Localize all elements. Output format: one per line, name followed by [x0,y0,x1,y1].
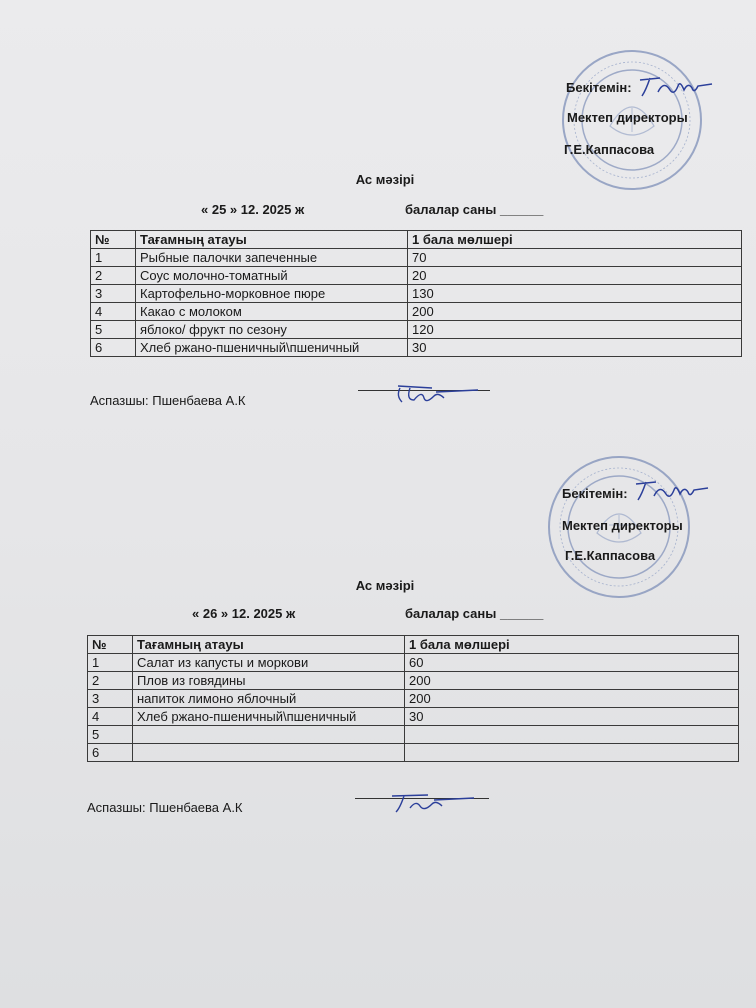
director-signature [636,72,716,102]
table-row [91,267,742,285]
cook-label: Аспазшы: Пшенбаева А.К [87,800,243,815]
dish-name: Хлеб ржано-пшеничный\пшеничный [136,339,408,357]
table-row [88,744,739,762]
row-number: 1 [88,654,133,672]
table-row [88,672,739,690]
portion: 200 [408,303,742,321]
table-row [91,339,742,357]
cook-label: Аспазшы: Пшенбаева А.К [90,393,246,408]
table-row [91,321,742,339]
table-row [88,708,739,726]
row-number: 3 [88,690,133,708]
menu-date: « 26 » 12. 2025 ж [192,606,296,621]
row-number: 4 [88,708,133,726]
approve-label: Бекітемін: [566,80,632,95]
cook-signature [388,790,478,816]
table-row [88,690,739,708]
table-row [91,285,742,303]
children-count: балалар саны ______ [405,202,544,217]
portion: 30 [408,339,742,357]
dish-name: Картофельно-морковное пюре [136,285,408,303]
dish-name [133,726,405,744]
header-portion: 1 бала мөлшері [408,231,742,249]
table-header-row [88,636,739,654]
dish-name: напиток лимоно яблочный [133,690,405,708]
director-name: Г.Е.Каппасова [564,142,655,157]
row-number: 6 [91,339,136,357]
portion: 70 [408,249,742,267]
row-number: 2 [88,672,133,690]
table-row [88,726,739,744]
row-number: 6 [88,744,133,762]
row-number: 4 [91,303,136,321]
dish-name: яблоко/ фрукт по сезону [136,321,408,339]
dish-name: Соус молочно-томатный [136,267,408,285]
cook-signature [392,382,482,408]
header-dish-name: Тағамның атауы [136,231,408,249]
children-count: балалар саны ______ [405,606,544,621]
director-title: Мектеп директоры [567,110,688,125]
dish-name: Какао с молоком [136,303,408,321]
portion: 30 [405,708,739,726]
row-number: 5 [91,321,136,339]
portion: 60 [405,654,739,672]
row-number: 3 [91,285,136,303]
portion: 200 [405,672,739,690]
director-name: Г.Е.Каппасова [565,548,656,563]
row-number: 2 [91,267,136,285]
header-portion: 1 бала мөлшері [405,636,739,654]
menu-table [90,230,742,357]
table-header-row [91,231,742,249]
approve-label: Бекітемін: [562,486,628,501]
menu-section-1 [0,60,756,500]
menu-title: Ас мәзірі [355,578,415,593]
portion [405,726,739,744]
menu-title: Ас мәзірі [355,172,415,187]
portion [405,744,739,762]
director-title: Мектеп директоры [562,518,683,533]
row-number: 1 [91,249,136,267]
director-signature [632,476,712,506]
portion: 20 [408,267,742,285]
table-row [88,654,739,672]
table-row [91,303,742,321]
menu-table [87,635,739,762]
menu-date: « 25 » 12. 2025 ж [201,202,305,217]
header-number: № [91,231,136,249]
table-row [91,249,742,267]
dish-name: Плов из говядины [133,672,405,690]
portion: 200 [405,690,739,708]
dish-name: Рыбные палочки запеченные [136,249,408,267]
dish-name: Хлеб ржано-пшеничный\пшеничный [133,708,405,726]
portion: 120 [408,321,742,339]
dish-name: Салат из капусты и моркови [133,654,405,672]
dish-name [133,744,405,762]
header-dish-name: Тағамның атауы [133,636,405,654]
portion: 130 [408,285,742,303]
row-number: 5 [88,726,133,744]
menu-section-2 [0,462,756,902]
header-number: № [88,636,133,654]
